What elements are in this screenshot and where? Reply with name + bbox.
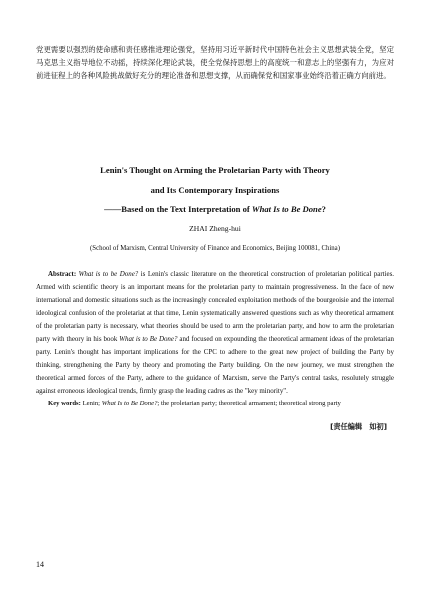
keywords-post: ; the proletarian party; theoretical armament; theoretical strong party <box>157 400 341 407</box>
article-title-line-2: and Its Contemporary Inspirations <box>150 185 280 195</box>
abstract-mid-title: What is to Be Done? <box>119 335 178 344</box>
abstract-label: Abstract: <box>48 270 77 278</box>
keywords-label: Key words: <box>48 400 81 407</box>
subtitle-suffix: ? <box>321 204 326 214</box>
abstract-text-1: is Lenin's classic literature on the theoretical construction of proletarian political parties. Armed with scientific theory is an important means for the proletarian party to maintain progressiveness. In the face of new international and domestic situations such as the increasingly concealed exploitation methods of the bourgeoisie and the internal ideological confusion of the proletariat at that time, Lenin systematically answered questions such as why theoretical armament of the proletarian party is necessary, what theories should be used to arm the proletarian party, and how to arm the proletarian party with theory in his book <box>36 270 395 344</box>
abstract-text-2: and focused on expounding the theoretical armament ideas of the proletarian party. Lenin's thought has important implications for the CPC to adhere to the great new project of building the Party by thinking, strengthening the Party by theory and promoting the Party building. On the new journey, we must strengthen the theoretical armed forces of the Party, adhere to the guidance of Marxism, serve the Party's central tasks, resolutely struggle against erroneous ideological trends, firmly grasp the leading cadres as the "key minority". <box>36 335 394 396</box>
article-subtitle <box>36 204 394 215</box>
author-name: ZHAI Zheng-hui <box>189 224 241 233</box>
chinese-paragraph: 党更需要以强烈的使命感和责任感推进理论强党，坚持用习近平新时代中国特色社会主义思想武装全党，坚定马克思主义指导地位不动摇，持续深化理论武装，使全党保持思想上的高度统一和意志上的坚强有力，为应对前进征程上的各种风险挑战做好充分的理论准备和思想支撑，从而确保党和国家事业始终沿着正确方向前进。 <box>36 45 394 81</box>
subtitle-book-title: What Is to Be Done <box>251 204 322 214</box>
abstract <box>36 268 394 398</box>
article-title-line-1: Lenin's Thought on Arming the Proletarian Party with Theory <box>100 165 330 175</box>
abstract-lead-title: What is to be Done? <box>78 270 139 278</box>
keywords-pre: Lenin; <box>80 400 102 407</box>
responsible-editor: [责任编辑 如初] <box>330 422 387 431</box>
author-affiliation: (School of Marxism, Central University of Finance and Economics, Beijing 100081, China) <box>90 245 340 252</box>
subtitle-prefix: ——Based on the Text Interpretation of <box>104 204 252 214</box>
page-number: 14 <box>36 560 44 569</box>
keywords-book-title: What Is to Be Done? <box>101 400 158 407</box>
keywords <box>36 399 394 409</box>
